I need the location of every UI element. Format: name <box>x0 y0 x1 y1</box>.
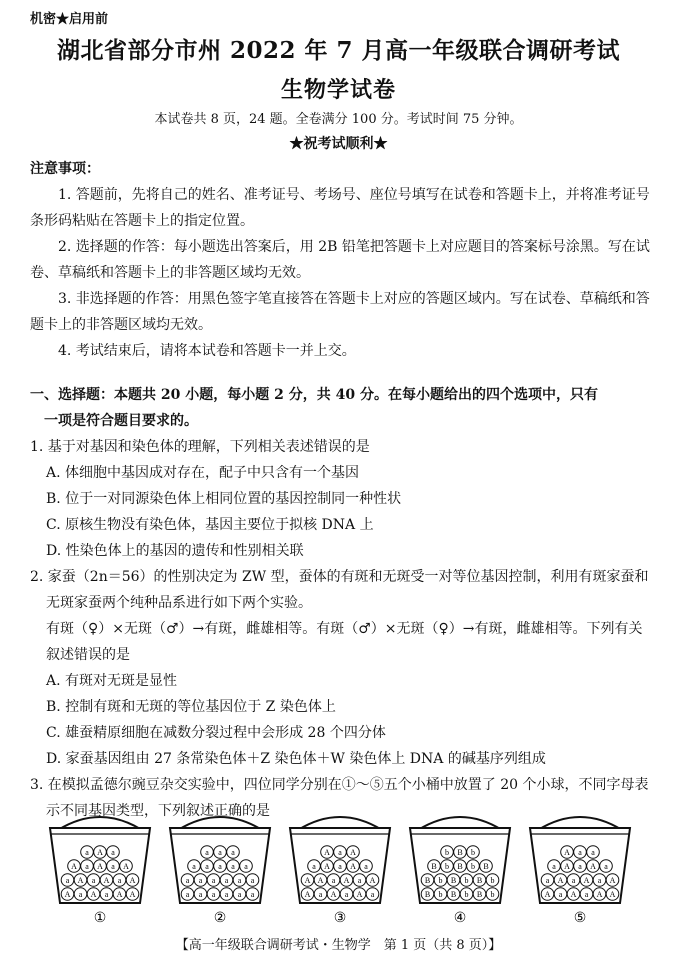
ball-label: a <box>185 890 190 899</box>
bucket <box>50 817 150 926</box>
note-item: 2. 选择题的作答：每小题选出答案后，用 2B 铅笔把答题卡上对应题目的答案标号涂黑。写在试卷、草稿纸和答题卡上的非答题区域均无效。 <box>30 239 650 281</box>
ball-label: a <box>357 876 362 885</box>
ball-label: A <box>596 890 603 899</box>
ball-label: b <box>464 876 469 885</box>
bucket <box>170 817 270 926</box>
ball-label: A <box>129 876 136 885</box>
bucket <box>410 817 510 926</box>
ball-label: a <box>205 862 209 871</box>
ball-label: A <box>350 862 356 871</box>
ball-label: A <box>97 862 103 871</box>
ball-label: a <box>117 876 122 885</box>
ball-label: A <box>570 890 577 899</box>
ball-label: a <box>344 890 349 899</box>
ball-label: a <box>591 848 595 857</box>
ball-label: b <box>490 876 495 885</box>
ball-label: a <box>571 876 576 885</box>
ball-label: B <box>457 862 463 871</box>
ball-label: a <box>237 890 242 899</box>
ball-label: a <box>224 890 229 899</box>
ball-label: a <box>370 890 375 899</box>
ball-label: a <box>584 890 589 899</box>
ball-label: a <box>205 848 209 857</box>
ball-label: a <box>331 876 336 885</box>
ball-label: a <box>578 848 582 857</box>
exam-subject: 生物学试卷 <box>280 77 396 103</box>
ball-label: A <box>317 876 324 885</box>
ball-label: A <box>129 890 136 899</box>
ball-label: B <box>483 862 489 871</box>
ball-label: A <box>350 848 356 857</box>
ball-label: a <box>597 876 602 885</box>
ball-label: a <box>198 890 203 899</box>
ball-label: A <box>324 862 330 871</box>
ball-label: A <box>90 890 97 899</box>
question-block <box>30 382 650 824</box>
section-heading: 一、选择题：本题共 20 小题，每小题 2 分，共 40 分。在每小题给出的四个选项中，只有 <box>30 387 598 403</box>
question-option: D. 家蚕基因组由 27 条常染色体＋Z 染色体＋W 染色体上 DNA 的碱基序列组成 <box>46 751 546 767</box>
ball-label: b <box>438 890 443 899</box>
ball-label: B <box>450 876 457 885</box>
ball-label: a <box>111 848 115 857</box>
ball-label: b <box>471 862 475 871</box>
ball-label: a <box>211 876 216 885</box>
question-option: D. 性染色体上的基因的遗传和性别相关联 <box>46 543 304 559</box>
ball-label: a <box>552 862 556 871</box>
ball-label: a <box>78 890 83 899</box>
ball-label: a <box>338 862 342 871</box>
bucket-label: ② <box>213 910 227 926</box>
ball-label: A <box>609 890 616 899</box>
ball-label: A <box>64 890 71 899</box>
ball-label: A <box>97 848 103 857</box>
ball-label: a <box>318 890 323 899</box>
ball-label: a <box>85 862 89 871</box>
ball-label: a <box>211 890 216 899</box>
ball-label: a <box>578 862 582 871</box>
note-item: 3. 非选择题的作答：用黑色签字笔直接答在答题卡上对应的答题区域内。写在试卷、草稿纸和答题卡上的非答题区域均无效。 <box>30 291 650 333</box>
question-option: B. 位于一对同源染色体上相同位置的基因控制同一种性状 <box>46 491 402 507</box>
question-stem: 1. 基于对基因和染色体的理解，下列相关表述错误的是 <box>30 439 370 455</box>
ball-label: a <box>364 862 368 871</box>
bucket-figure <box>40 808 640 928</box>
question-option: A. 有斑对无斑是显性 <box>46 673 178 689</box>
ball-label: b <box>464 890 469 899</box>
ball-label: A <box>304 876 311 885</box>
ball-label: a <box>604 862 608 871</box>
ball-label: a <box>65 876 70 885</box>
ball-label: a <box>250 890 255 899</box>
ball-label: A <box>324 848 330 857</box>
question-option: C. 雄蚕精原细胞在减数分裂过程中会形成 28 个四分体 <box>46 725 386 741</box>
ball-label: a <box>111 862 115 871</box>
ball-label: B <box>450 890 457 899</box>
ball-label: a <box>231 848 235 857</box>
ball-label: A <box>564 862 570 871</box>
ball-label: a <box>218 862 222 871</box>
ball-label: a <box>91 876 96 885</box>
exam-info: 本试卷共 8 页，24 题。全卷满分 100 分。考试时间 75 分钟。 <box>154 112 523 127</box>
ball-label: a <box>85 848 89 857</box>
ball-label: A <box>304 890 311 899</box>
ball-label: a <box>250 876 255 885</box>
ball-label: a <box>312 862 316 871</box>
ball-label: a <box>104 890 109 899</box>
note-item: 4. 考试结束后，请将本试卷和答题卡一并上交。 <box>58 343 356 359</box>
bucket <box>530 817 630 926</box>
ball-label: A <box>71 862 77 871</box>
section-heading-cont: 一项是符合题目要求的。 <box>44 413 198 429</box>
ball-label: A <box>77 876 84 885</box>
question-extra: 有斑（♀）×无斑（♂）→有斑，雌雄相等。有斑（♂）×无斑（♀）→有斑，雌雄相等。下列有关叙述错误的是 <box>46 621 643 663</box>
ball-label: A <box>369 876 376 885</box>
ball-label: A <box>544 890 551 899</box>
ball-label: A <box>590 862 596 871</box>
ball-label: a <box>218 848 222 857</box>
ball-label: b <box>445 862 449 871</box>
ball-label: a <box>198 876 203 885</box>
ball-label: b <box>438 876 443 885</box>
ball-label: A <box>343 876 350 885</box>
ball-label: B <box>476 876 483 885</box>
ball-label: b <box>490 890 495 899</box>
ball-label: A <box>330 890 337 899</box>
question-stem: 3. 在模拟孟德尔豌豆杂交实验中，四位同学分别在①～⑤五个小桶中放置了 20 个小球，不同字母表示不同基因类型，下列叙述正确的是 <box>30 777 649 819</box>
ball-label: a <box>545 876 550 885</box>
ball-label: b <box>471 848 475 857</box>
ball-label: B <box>457 848 463 857</box>
ball-label: A <box>583 876 590 885</box>
ball-label: A <box>557 876 564 885</box>
confidential-label: 机密★启用前 <box>30 12 109 27</box>
ball-label: a <box>224 876 229 885</box>
question-option: B. 控制有斑和无斑的等位基因位于 Z 染色体上 <box>46 699 336 715</box>
good-luck-line: ★祝考试顺利★ <box>289 136 388 152</box>
ball-label: A <box>123 862 129 871</box>
ball-label: A <box>103 876 110 885</box>
ball-label: a <box>558 890 563 899</box>
ball-label: A <box>564 848 570 857</box>
ball-label: B <box>476 890 483 899</box>
bucket-label: ③ <box>333 910 347 926</box>
ball-label: a <box>192 862 196 871</box>
notes-block <box>30 156 650 364</box>
ball-label: A <box>609 876 616 885</box>
ball-label: b <box>445 848 449 857</box>
ball-label: a <box>231 862 235 871</box>
bucket <box>290 817 390 926</box>
ball-label: a <box>237 876 242 885</box>
ball-label: a <box>244 862 248 871</box>
ball-label: a <box>185 876 190 885</box>
question-stem: 2. 家蚕（2n＝56）的性别决定为 ZW 型，蚕体的有斑和无斑受一对等位基因控制，利用有斑家蚕和无斑家蚕两个纯种品系进行如下两个实验。 <box>30 569 649 611</box>
bucket-label: ④ <box>453 910 467 926</box>
notes-heading: 注意事项： <box>30 161 100 177</box>
ball-label: A <box>356 890 363 899</box>
bucket-label: ⑤ <box>573 910 587 926</box>
ball-label: B <box>424 876 431 885</box>
ball-label: B <box>431 862 437 871</box>
ball-label: B <box>424 890 431 899</box>
question-option: C. 原核生物没有染色体，基因主要位于拟核 DNA 上 <box>46 517 374 533</box>
bucket-label: ① <box>93 910 107 926</box>
ball-label: a <box>338 848 342 857</box>
page-footer: 【高一年级联合调研考试・生物学 第 1 页（共 8 页）】 <box>175 938 502 953</box>
note-item: 1. 答题前，先将自己的姓名、准考证号、考场号、座位号填写在试卷和答题卡上，并将准考证号条形码粘贴在答题卡上的指定位置。 <box>30 187 650 229</box>
ball-label: A <box>116 890 123 899</box>
exam-title: 湖北省部分市州 2022 年 7 月高一年级联合调研考试 <box>56 37 621 64</box>
question-option: A. 体细胞中基因成对存在，配子中只含有一个基因 <box>46 465 360 481</box>
